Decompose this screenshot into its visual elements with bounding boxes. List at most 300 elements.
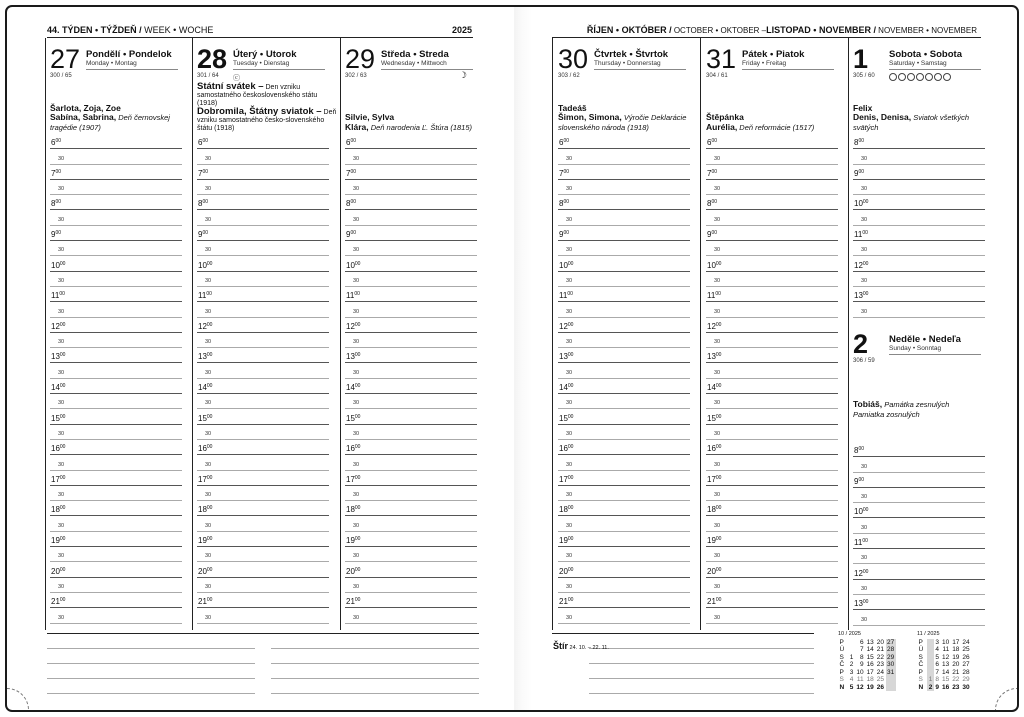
half-hour-slot[interactable] [197,210,329,225]
calendar-day[interactable]: 28 [887,646,895,653]
half-hour-slot[interactable] [345,486,477,501]
note-line[interactable] [271,663,479,664]
hour-slot[interactable] [706,134,838,149]
hour-slot[interactable] [706,195,838,210]
half-hour-slot[interactable] [50,455,182,470]
calendar-day[interactable]: 3 [935,638,939,646]
calendar-day[interactable]: 10 [856,668,864,676]
half-hour-slot[interactable] [853,610,985,625]
hour-slot[interactable] [197,501,329,516]
hour-slot[interactable] [345,348,477,363]
calendar-day[interactable]: 4 [849,676,854,683]
hour-slot[interactable] [853,503,985,518]
half-hour-slot[interactable] [197,425,329,440]
hour-slot[interactable] [706,532,838,547]
hour-slot[interactable] [706,165,838,180]
hour-slot[interactable] [706,593,838,608]
hour-slot[interactable] [197,562,329,577]
half-hour-slot[interactable] [558,333,690,348]
half-hour-label: 30 [353,247,360,254]
hour-slot[interactable] [197,318,329,333]
hour-slot[interactable] [197,256,329,271]
hour-slot[interactable] [853,226,985,241]
hour-slot[interactable] [853,564,985,579]
hour-label: $9^{00}$ [51,230,62,240]
calendar-day[interactable]: 6 [935,661,939,668]
hour-slot[interactable] [558,165,690,180]
half-hour-slot[interactable] [706,149,838,164]
calendar-day[interactable]: 8 [859,653,864,661]
half-hour-slot[interactable] [706,547,838,562]
half-hour-slot[interactable] [706,455,838,470]
half-hour-slot[interactable] [706,608,838,623]
hour-slot[interactable] [345,195,477,210]
half-hour-slot[interactable] [558,455,690,470]
half-hour-label: 30 [205,186,212,193]
calendar-day[interactable]: 15 [866,653,874,661]
calendar-day[interactable]: 14 [941,668,950,676]
hour-slot[interactable] [558,501,690,516]
note-line[interactable] [589,678,814,679]
calendar-day[interactable]: 30 [962,683,970,691]
calendar-day[interactable]: 7 [935,668,939,676]
calendar-day[interactable]: 31 [887,668,895,676]
calendar-day[interactable] [848,639,855,647]
hour-slot[interactable] [50,195,182,210]
half-hour-slot[interactable] [345,272,477,287]
half-hour-slot[interactable] [197,516,329,531]
hour-slot[interactable] [197,226,329,241]
hour-slot[interactable] [706,471,838,486]
half-hour-slot[interactable] [706,333,838,348]
calendar-day[interactable]: 28 [962,668,970,676]
calendar-day[interactable]: 22 [876,653,885,661]
hour-slot[interactable] [558,471,690,486]
half-hour-slot[interactable] [853,241,985,256]
hour-slot[interactable] [197,440,329,455]
calendar-day[interactable]: 22 [952,676,960,683]
hour-slot[interactable] [345,165,477,180]
calendar-day[interactable]: 13 [941,661,950,668]
calendar-day[interactable]: 24 [962,638,970,646]
half-hour-slot[interactable] [345,302,477,317]
calendar-day[interactable]: 23 [876,661,885,668]
hour-slot[interactable] [853,165,985,180]
hour-slot[interactable] [558,409,690,424]
hour-slot[interactable] [50,226,182,241]
half-hour-slot[interactable] [558,486,690,501]
hour-slot[interactable] [197,287,329,302]
half-hour-slot[interactable] [706,302,838,317]
half-hour-slot[interactable] [853,549,985,564]
half-hour-slot[interactable] [706,578,838,593]
hour-slot[interactable] [50,532,182,547]
hour-slot[interactable] [50,287,182,302]
calendar-day[interactable]: 19 [952,653,960,661]
half-hour-slot[interactable] [197,272,329,287]
hour-slot[interactable] [197,348,329,363]
hour-slot[interactable] [345,562,477,577]
half-hour-slot[interactable] [853,457,985,472]
hour-slot[interactable] [197,165,329,180]
calendar-day[interactable]: 7 [859,646,864,653]
half-hour-slot[interactable] [345,578,477,593]
half-hour-slot[interactable] [345,516,477,531]
hour-slot[interactable] [345,471,477,486]
half-hour-slot[interactable] [558,394,690,409]
note-line[interactable] [271,648,479,649]
calendar-day[interactable] [927,639,934,647]
half-hour-slot[interactable] [50,394,182,409]
half-hour-slot[interactable] [853,302,985,317]
calendar-day[interactable]: 6 [859,638,864,646]
half-hour-slot[interactable] [558,180,690,195]
half-hour-label: 30 [566,216,573,223]
day-name-en-de: Friday • Freitag [742,60,787,67]
half-hour-slot[interactable] [558,149,690,164]
calendar-day[interactable]: 10 [941,638,950,646]
hour-slot[interactable] [50,256,182,271]
hour-slot[interactable] [345,379,477,394]
hour-slot[interactable] [50,501,182,516]
half-hour-slot[interactable] [50,486,182,501]
hour-slot[interactable] [197,532,329,547]
half-hour-slot[interactable] [706,180,838,195]
calendar-day[interactable]: 2 [928,683,933,691]
calendar-day[interactable]: 3 [849,668,854,676]
calendar-day[interactable] [848,646,855,654]
hour-slot[interactable] [345,318,477,333]
calendar-day[interactable]: 27 [887,638,895,646]
hour-slot[interactable] [345,593,477,608]
hour-slot[interactable] [50,134,182,149]
calendar-day[interactable]: 26 [876,683,885,691]
half-hour-slot[interactable] [706,486,838,501]
hour-slot[interactable] [706,379,838,394]
half-hour-label: 30 [714,339,721,346]
calendar-day[interactable]: 12 [941,653,950,661]
calendar-day[interactable]: 9 [859,661,864,668]
calendar-day[interactable] [927,669,934,677]
calendar-day[interactable]: 4 [935,646,939,653]
weekday-label: P [918,638,923,646]
note-line[interactable] [47,648,255,649]
hour-slot[interactable] [50,165,182,180]
half-hour-slot[interactable] [197,333,329,348]
calendar-day[interactable]: 25 [876,676,885,683]
half-hour-slot[interactable] [345,547,477,562]
half-hour-slot[interactable] [197,547,329,562]
hour-label: $7^{00}$ [559,168,570,178]
hour-slot[interactable] [50,593,182,608]
note-line[interactable] [589,663,814,664]
half-hour-slot[interactable] [50,425,182,440]
half-hour-slot[interactable] [50,302,182,317]
year-label: 2025 [452,25,473,35]
half-hour-slot[interactable] [197,149,329,164]
hour-slot[interactable] [853,287,985,302]
hour-slot[interactable] [197,134,329,149]
half-hour-slot[interactable] [706,425,838,440]
hour-slot[interactable] [853,534,985,549]
half-hour-slot[interactable] [50,210,182,225]
hour-slot[interactable] [558,318,690,333]
half-hour-slot[interactable] [197,180,329,195]
half-hour-slot[interactable] [197,578,329,593]
half-hour-slot[interactable] [853,488,985,503]
hour-label: $15^{00}$ [346,413,361,423]
hour-slot[interactable] [197,409,329,424]
calendar-day[interactable]: 1 [849,653,854,661]
half-hour-label: 30 [714,247,721,254]
calendar-day[interactable]: 8 [935,676,939,683]
half-hour-slot[interactable] [50,363,182,378]
note-line[interactable] [47,693,255,694]
hour-slot[interactable] [345,501,477,516]
hour-slot[interactable] [558,134,690,149]
calendar-day[interactable]: 25 [962,646,970,653]
hour-label: $16^{00}$ [51,444,66,454]
calendar-day[interactable]: 20 [876,638,885,646]
calendar-day[interactable] [886,684,896,692]
hour-slot[interactable] [706,348,838,363]
half-hour-slot[interactable] [706,210,838,225]
half-hour-slot[interactable] [345,210,477,225]
calendar-day[interactable]: 13 [866,638,874,646]
hour-slot[interactable] [197,379,329,394]
half-hour-label: 30 [566,461,573,468]
half-hour-slot[interactable] [197,455,329,470]
hour-slot[interactable] [345,134,477,149]
name-day: Šarlota, Zoja, Zoe Sabína, Sabrina, Deň černovskej tragédie (1907) [50,102,170,132]
hour-slot[interactable] [558,562,690,577]
day-column [197,44,337,624]
half-hour-slot[interactable] [706,272,838,287]
half-hour-slot[interactable] [558,516,690,531]
calendar-day[interactable]: 24 [876,668,885,676]
half-hour-slot[interactable] [50,608,182,623]
half-hour-slot[interactable] [558,363,690,378]
calendar-day[interactable]: 5 [935,653,939,661]
half-hour-slot[interactable] [197,363,329,378]
note-line[interactable] [271,678,479,679]
half-hour-slot[interactable] [345,608,477,623]
half-hour-slot[interactable] [853,272,985,287]
calendar-day[interactable]: 15 [941,676,950,683]
half-hour-slot[interactable] [706,394,838,409]
half-hour-slot[interactable] [345,394,477,409]
hour-slot[interactable] [50,562,182,577]
hour-slot[interactable] [558,195,690,210]
holiday-icon: ⓒ [233,75,240,82]
hour-label: $11^{00}$ [854,538,868,548]
half-hour-slot[interactable] [345,363,477,378]
half-hour-slot[interactable] [558,608,690,623]
calendar-day[interactable]: 20 [952,661,960,668]
calendar-day[interactable]: 16 [941,683,950,691]
hour-slot[interactable] [558,287,690,302]
hour-slot[interactable] [706,287,838,302]
note-line[interactable] [271,693,479,694]
hour-slot[interactable] [345,287,477,302]
half-hour-slot[interactable] [50,516,182,531]
hour-slot[interactable] [345,256,477,271]
hour-slot[interactable] [853,442,985,457]
note-line[interactable] [47,678,255,679]
hour-slot[interactable] [706,440,838,455]
half-hour-slot[interactable] [558,547,690,562]
hour-slot[interactable] [50,409,182,424]
half-hour-slot[interactable] [197,486,329,501]
hour-slot[interactable] [50,379,182,394]
calendar-day[interactable]: 9 [935,683,939,691]
calendar-day[interactable]: 21 [952,668,960,676]
half-hour-slot[interactable] [197,394,329,409]
holiday-circle-icon [934,73,942,81]
calendar-day[interactable]: 18 [866,676,874,683]
calendar-day[interactable]: 17 [952,638,960,646]
half-hour-slot[interactable] [853,210,985,225]
half-hour-slot[interactable] [853,518,985,533]
half-hour-slot[interactable] [345,241,477,256]
calendar-day[interactable] [927,646,934,654]
half-hour-slot[interactable] [50,272,182,287]
hour-label: $6^{00}$ [707,138,718,148]
hour-slot[interactable] [558,440,690,455]
calendar-day[interactable]: 29 [962,676,970,683]
hour-slot[interactable] [558,379,690,394]
name-day: Tobiáš, Památka zesnulých Pamiatka zosnulých [853,399,950,419]
half-hour-label: 30 [861,155,868,162]
half-hour-slot[interactable] [706,241,838,256]
calendar-day[interactable]: 26 [962,653,970,661]
half-hour-slot[interactable] [197,608,329,623]
hour-slot[interactable] [197,593,329,608]
hour-slot[interactable] [853,134,985,149]
half-hour-label: 30 [353,583,360,590]
half-hour-slot[interactable] [558,272,690,287]
hour-slot[interactable] [706,501,838,516]
half-hour-label: 30 [205,522,212,529]
half-hour-slot[interactable] [50,149,182,164]
hour-slot[interactable] [853,473,985,488]
hour-slot[interactable] [345,409,477,424]
calendar-day[interactable]: 12 [856,683,864,691]
half-hour-slot[interactable] [558,241,690,256]
hour-slot[interactable] [706,256,838,271]
half-hour-slot[interactable] [558,578,690,593]
calendar-day[interactable]: 19 [866,683,874,691]
calendar-day[interactable]: 11 [856,676,864,683]
calendar-day[interactable]: 30 [887,661,895,668]
half-hour-slot[interactable] [345,180,477,195]
half-hour-slot[interactable] [558,302,690,317]
hour-slot[interactable] [706,318,838,333]
calendar-day[interactable]: 5 [849,683,854,691]
half-hour-slot[interactable] [197,241,329,256]
calendar-day[interactable]: 21 [876,646,885,653]
calendar-day[interactable]: 27 [962,661,970,668]
hour-slot[interactable] [50,471,182,486]
half-hour-slot[interactable] [50,180,182,195]
hour-slot[interactable] [50,440,182,455]
half-hour-slot[interactable] [853,149,985,164]
half-hour-label: 30 [714,553,721,560]
half-hour-slot[interactable] [706,363,838,378]
hour-slot[interactable] [853,595,985,610]
half-hour-slot[interactable] [853,180,985,195]
half-hour-slot[interactable] [50,578,182,593]
half-hour-slot[interactable] [558,425,690,440]
hour-slot[interactable] [706,409,838,424]
hour-slot[interactable] [345,440,477,455]
hour-slot[interactable] [706,562,838,577]
hour-slot[interactable] [50,348,182,363]
hour-slot[interactable] [853,256,985,271]
hour-slot[interactable] [558,532,690,547]
half-hour-label: 30 [58,614,65,621]
hour-slot[interactable] [853,195,985,210]
calendar-day[interactable]: 11 [942,646,950,653]
hour-label: $10^{00}$ [854,199,869,209]
calendar-day[interactable]: 16 [866,661,874,668]
half-hour-label: 30 [861,186,868,193]
half-hour-slot[interactable] [50,241,182,256]
calendar-day[interactable]: 18 [952,646,960,653]
half-hour-slot[interactable] [345,455,477,470]
half-hour-slot[interactable] [50,333,182,348]
day-header [706,44,838,134]
hour-slot[interactable] [197,195,329,210]
half-hour-label: 30 [714,614,721,621]
weekday-label: N [918,683,924,691]
hour-slot[interactable] [50,318,182,333]
calendar-day[interactable]: 17 [866,668,874,676]
hour-slot[interactable] [558,593,690,608]
half-hour-slot[interactable] [345,425,477,440]
calendar-day[interactable] [927,654,934,662]
half-hour-slot[interactable] [197,302,329,317]
half-hour-slot[interactable] [706,516,838,531]
note-line[interactable] [47,663,255,664]
half-hour-slot[interactable] [345,333,477,348]
half-hour-slot[interactable] [345,149,477,164]
calendar-day[interactable] [886,676,896,684]
note-line[interactable] [589,693,814,694]
hour-slot[interactable] [197,471,329,486]
half-hour-label: 30 [353,553,360,560]
week-header: 44. TÝDEN • TÝŽDEŇ / WEEK • WOCHE [47,25,214,35]
hour-slot[interactable] [558,256,690,271]
calendar-day[interactable]: 1 [928,676,933,683]
calendar-day[interactable]: 14 [866,646,874,653]
day-count: 304 / 61 [706,73,728,79]
hour-slot[interactable] [706,226,838,241]
half-hour-slot[interactable] [558,210,690,225]
note-line[interactable] [589,648,814,649]
hour-slot[interactable] [558,348,690,363]
calendar-day[interactable]: 29 [887,653,895,661]
half-hour-slot[interactable] [50,547,182,562]
calendar-day[interactable]: 23 [952,683,960,691]
hour-label: $18^{00}$ [707,505,722,515]
calendar-day[interactable] [927,661,934,669]
calendar-day[interactable]: 2 [849,661,854,668]
half-hour-slot[interactable] [853,580,985,595]
hour-slot[interactable] [345,226,477,241]
hour-slot[interactable] [345,532,477,547]
hour-slot[interactable] [558,226,690,241]
